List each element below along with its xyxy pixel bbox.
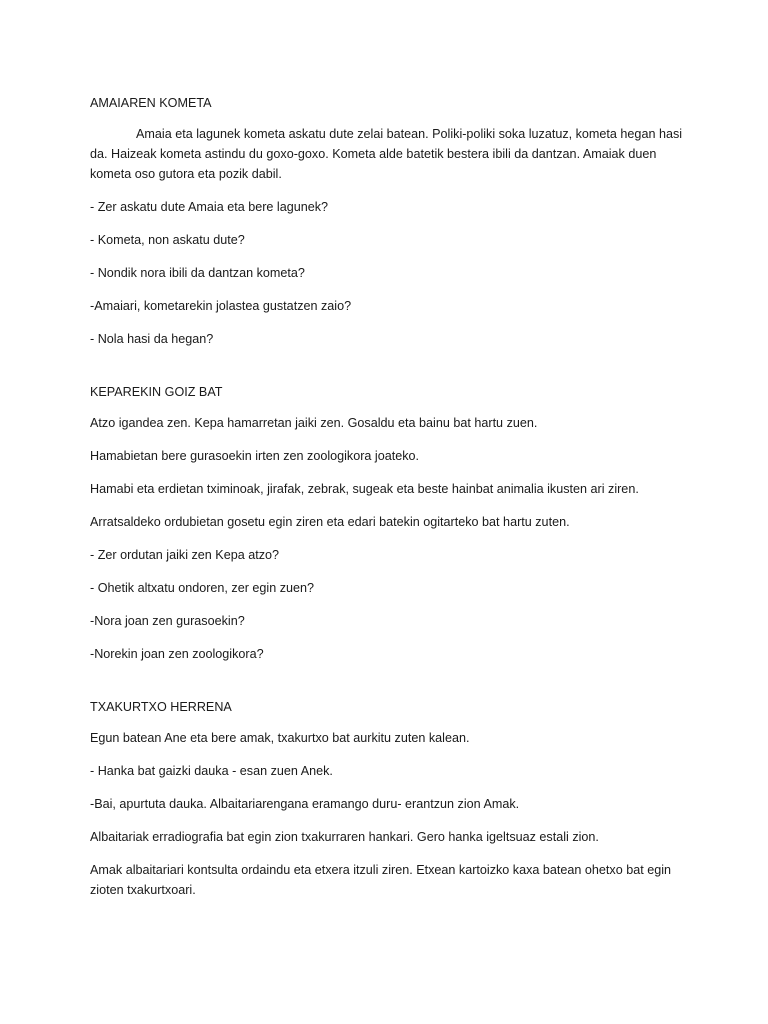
section-txakurtxo-herrena: [90, 697, 686, 900]
question: -Amaiari, kometarekin jolastea gustatzen zaio?: [90, 299, 352, 313]
story-paragraph: Hamabietan bere gurasoekin irten zen zoologikora joateko.: [90, 449, 420, 463]
section-title: AMAIAREN KOMETA: [90, 96, 212, 110]
story-paragraph: -Bai, apurtuta dauka. Albaitariarengana eramango duru- erantzun zion Amak.: [90, 797, 520, 811]
question: - Zer ordutan jaiki zen Kepa atzo?: [90, 548, 280, 562]
story-paragraph: - Hanka bat gaizki dauka - esan zuen Anek.: [90, 764, 333, 778]
story-paragraph: Amaia eta lagunek kometa askatu dute zelai batean. Poliki-poliki soka luzatuz, kometa hegan hasi da. Haizeak kometa astindu du goxo-goxo. Kometa alde batetik bestera ibili da dantzan. Amaiak duen kometa oso gutora eta pozik dabil.: [90, 127, 683, 181]
question: - Nondik nora ibili da dantzan kometa?: [90, 266, 305, 280]
question: - Ohetik altxatu ondoren, zer egin zuen?: [90, 581, 315, 595]
story-paragraph: Hamabi eta erdietan tximinoak, jirafak, zebrak, sugeak eta beste hainbat animalia ikusten ari ziren.: [90, 482, 639, 496]
story-paragraph: Arratsaldeko ordubietan gosetu egin ziren eta edari batekin ogitarteko bat hartu zuten.: [90, 515, 570, 529]
section-amaiaren-kometa: [90, 93, 686, 349]
story-paragraph: Egun batean Ane eta bere amak, txakurtxo bat aurkitu zuten kalean.: [90, 731, 470, 745]
question: -Nora joan zen gurasoekin?: [90, 614, 245, 628]
section-title: KEPAREKIN GOIZ BAT: [90, 385, 223, 399]
story-paragraph: Atzo igandea zen. Kepa hamarretan jaiki zen. Gosaldu eta bainu bat hartu zuen.: [90, 416, 538, 430]
question: - Nola hasi da hegan?: [90, 332, 214, 346]
question: - Kometa, non askatu dute?: [90, 233, 245, 247]
question: - Zer askatu dute Amaia eta bere lagunek?: [90, 200, 329, 214]
section-title: TXAKURTXO HERRENA: [90, 700, 232, 714]
story-paragraph: Amak albaitariari kontsulta ordaindu eta etxera itzuli ziren. Etxean kartoizko kaxa batean ohetxo bat egin zioten txakurtxoari.: [90, 863, 672, 897]
section-keparekin-goiz-bat: [90, 382, 686, 664]
story-paragraph: Albaitariak erradiografia bat egin zion txakurraren hankari. Gero hanka igeltsuaz estali zion.: [90, 830, 599, 844]
question: -Norekin joan zen zoologikora?: [90, 647, 264, 661]
document-body: [90, 93, 686, 913]
